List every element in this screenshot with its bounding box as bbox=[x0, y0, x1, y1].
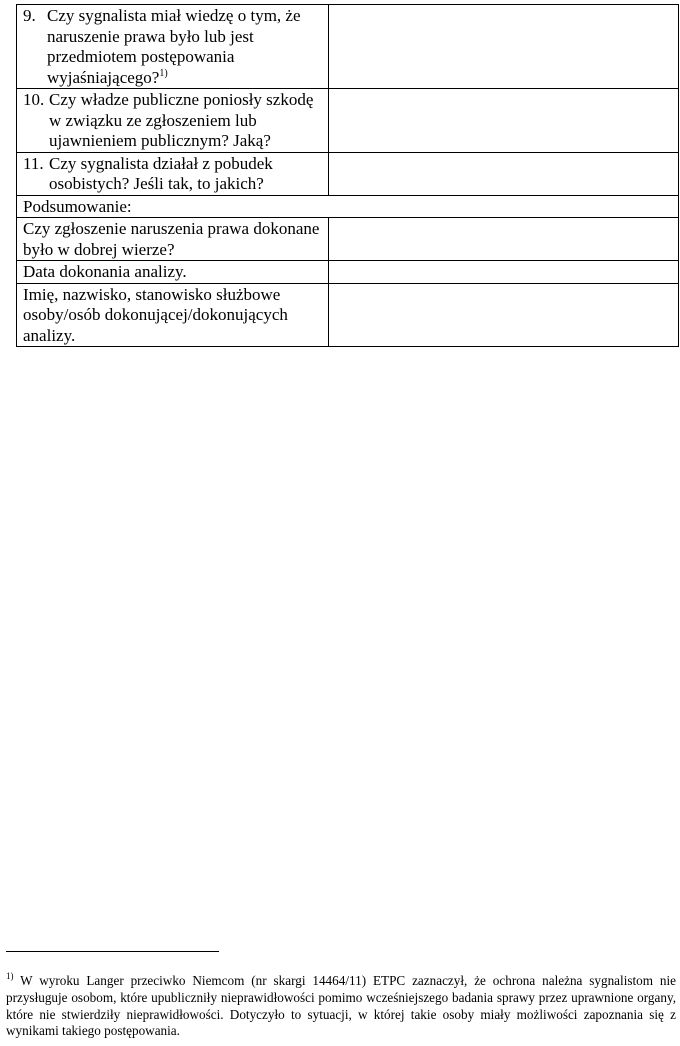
summary-row bbox=[17, 195, 679, 218]
table-row bbox=[17, 89, 679, 153]
question-text: Czy sygnalista miał wiedzę o tym, że naruszenie prawa było lub jest przedmiotem postępowania wyjaśniającego? bbox=[47, 6, 301, 87]
table-row bbox=[17, 218, 679, 261]
analysis-date-answer-cell[interactable] bbox=[329, 261, 679, 284]
question-cell bbox=[17, 5, 329, 89]
answer-cell[interactable] bbox=[329, 5, 679, 89]
table-row bbox=[17, 5, 679, 89]
question-cell bbox=[17, 152, 329, 195]
question-number: 9. bbox=[23, 6, 36, 25]
answer-cell[interactable] bbox=[329, 89, 679, 153]
footnote-reference: 1) bbox=[159, 67, 168, 79]
footnote-marker: 1) bbox=[6, 971, 14, 981]
analyst-answer-cell[interactable] bbox=[329, 283, 679, 347]
question-number: 11. bbox=[23, 153, 44, 173]
analysis-form-table bbox=[16, 4, 679, 347]
question-number: 10. bbox=[23, 90, 45, 109]
summary-label: Podsumowanie: bbox=[17, 195, 679, 218]
question-text: Czy władze publiczne poniosły szkodę w związku ze zgłoszeniem lub ujawnieniem publicznym? Jaką? bbox=[49, 90, 314, 150]
analysis-date-label: Data dokonania analizy. bbox=[17, 261, 329, 284]
footnote-separator bbox=[6, 951, 219, 952]
good-faith-answer-cell[interactable] bbox=[329, 218, 679, 261]
answer-cell[interactable] bbox=[329, 152, 679, 195]
table-row bbox=[17, 152, 679, 195]
footnote-text: W wyroku Langer przeciwko Niemcom (nr skargi 14464/11) ETPC zaznaczył, że ochrona należna sygnalistom nie przysługuje osobom, które upubliczniły nieprawidłowości pomimo wcześniejszego badania sprawy przez uprawnione organy, które nie stwierdziły nieprawidłowości. Dotyczyło to sytuacji, w której takie osoby miały możliwości zapoznania się z wynikami takiego postępowania. bbox=[6, 973, 676, 1039]
analyst-label: Imię, nazwisko, stanowisko służbowe osoby/osób dokonującej/dokonujących analizy. bbox=[17, 283, 329, 347]
good-faith-label: Czy zgłoszenie naruszenia prawa dokonane było w dobrej wierze? bbox=[17, 218, 329, 261]
table-row bbox=[17, 261, 679, 284]
question-cell bbox=[17, 89, 329, 153]
table-row bbox=[17, 283, 679, 347]
question-text: Czy sygnalista działał z pobudek osobistych? Jeśli tak, to jakich? bbox=[49, 153, 273, 193]
footnote bbox=[6, 973, 676, 1040]
